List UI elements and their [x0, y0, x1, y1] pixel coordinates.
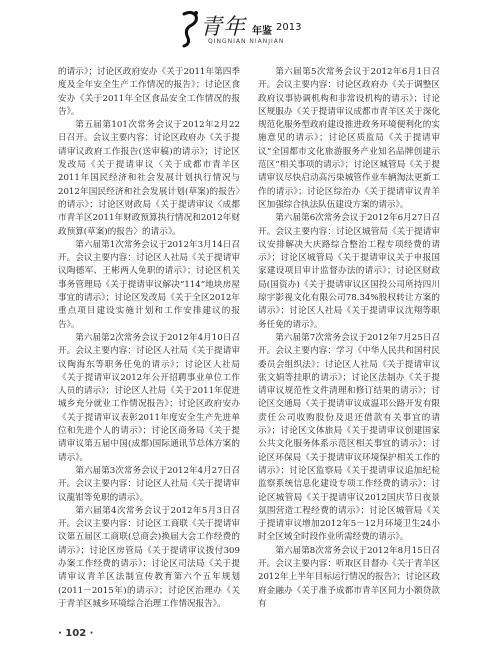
- page-header: [0, 0, 480, 56]
- paragraph: 第六届第4次常务会议于2012年5月3日召开。会议主要内容：讨论区工商联《关于提请审议第五届区工商联(总商会)换届大会工作经费的请示》；讨论区房管局《关于提请审议拨付309办案工作经费的请示》；讨论区司法局《关于提请审议青羊区法制宣传教育第六个五年规划(2011－2015年)的请示》；讨论区治理办《关于青羊区城乡环境综合治理工作情况报告》。: [58, 505, 240, 609]
- paragraph: 第六届第7次常务会议于2012年7月25日召开。会议主要内容：学习《中华人民共和国村民委员会组织法》；讨论区人社局《关于提请审议张文娟等挂职的请示》；讨论区法制办《关于提请审议规范性文件清理和修订结果的请示》；讨论区交通局《关于提请审议成温邛公路开发有限责任公司收购股份及退还借款有关事宜的请示》；讨论区文体旅局《关于提请审议创建国家公共文化服务体系示范区相关事宜的请示》；讨论区环保局《关于提请审议环境保护相关工作的请示》；讨论区监察局《关于提请审议追加纪检监察系统信息化建设专项工作经费的请示》；讨论区城管局《关于提请审议2012国庆节日夜景氛围营造工程经费的请示》；讨论区城管局《关于提请审议增加2012年5－12月环境卫生24小时全区域全时段作业所需经费的请示》。: [258, 332, 440, 543]
- paragraph: 第六届第3次常务会议于2012年4月27日召开。会议主要内容：讨论区人社局《关于提请审议龍钳等免职的请示》。: [58, 465, 240, 503]
- logo-year: 2013: [276, 22, 302, 33]
- paragraph: 第六届第1次常务会议于2012年3月14日召开。会议主要内容：讨论区人社局《关于提请审议陶德军、王彬两人免职的请示》；讨论区机关事务管理局《关于提请审议解决“114”地块房屋事宜的请示》；讨论区发改局《关于全区2012年重点项目建设实施计划和工作安排建议的报告》。: [58, 239, 240, 330]
- paragraph: 第六届第8次常务会议于2012年8月15日召开。会议主要内容：听取区目督办《关于青羊区2012年上半年目标运行情况的报告》；讨论区政府金融办《关于准予成都市青羊区同力小额贷款有: [258, 545, 440, 609]
- logo-subtitle: 年鉴: [252, 26, 272, 37]
- paragraph: 第六届第2次常务会议于2012年4月10日召开。会议主要内容：讨论区人社局《关于提请审议陶海东等职务任免的请示》；讨论区人社局《关于提请审议2012年公开招聘事业单位工作人员的请示》；讨论区人社局《关于2011年促进城乡充分就业工作情况报告》；讨论区政府安办《关于提请审议表彰2011年度安全生产先进单位和先进个人的请示》；讨论区商务局《关于提请审议第五届中国(成都)国际通讯节总体方案的请示》。: [58, 332, 240, 463]
- paragraph: 第五届第101次常务会议于2012年2月22日召开。会议主要内容：讨论区政府办《关于提请审议政府工作报告(送审稿)的请示》；讨论区发改局《关于提请审议〈关于成都市青羊区2011年国民经济和社会发展计划执行情况与2012年国民经济和社会发展计划(草案)的报告〉的请示》；讨论区财政局《关于提请审议〈成都市青羊区2011年财政预算执行情况和2012年财政预算(草案)的报告〉的请示》。: [58, 120, 240, 237]
- paragraph: 第六届第5次常务会议于2012年6月1日召开。会议主要内容：讨论区政府办《关于调整区政府议事协调机构和非常设机构的请示》；讨论区规服办《关于提请审议成都市青羊区关于深化规范化服务型政府建设推进政务环境便利化的实施意见的请示》；讨论区质监局《关于提请审议“全国都市文化旅游服务产业知名品牌创建示范区”相关事项的请示》；讨论区城管局《关于提请审议尽快启动高污染城管作业车辆淘汰更新工作的请示》；讨论区综治办《关于提请审议青羊区加强综合执法队伍建设方案的请示》。: [258, 67, 440, 210]
- body-text: [58, 66, 440, 626]
- yearbook-logo: [178, 8, 328, 52]
- page-number: · 102 ·: [58, 628, 94, 639]
- logo-title: 青年: [200, 15, 247, 40]
- right-column: [258, 66, 440, 626]
- brush-stroke-icon: [178, 8, 202, 48]
- paragraph: 第六届第6次常务会议于2012年6月27日召开。会议主要内容：讨论区城管局《关于提请审议安排解决大庆路综合整治工程专项经费的请示》；讨论区城管局《关于提请审议关于申报国家建设项目审计监督办法的请示》；讨论区财政局(国资办)《关于提请审议区国投公司所持四川琼宇影视文化有限公司78.34%股权转让方案的请示》；讨论区人社局《关于提请审议沈翔等职务任免的请示》。: [258, 213, 440, 330]
- left-column: [58, 66, 240, 626]
- logo-pinyin: QINGNIAN NIANJIAN: [208, 38, 285, 45]
- paragraph: 的请示》；讨论区政府安办《关于2011年第四季度及全年安全生产工作情况的报告》；讨论区食安办《关于2011年全区食品安全工作情况的报告》。: [58, 67, 240, 117]
